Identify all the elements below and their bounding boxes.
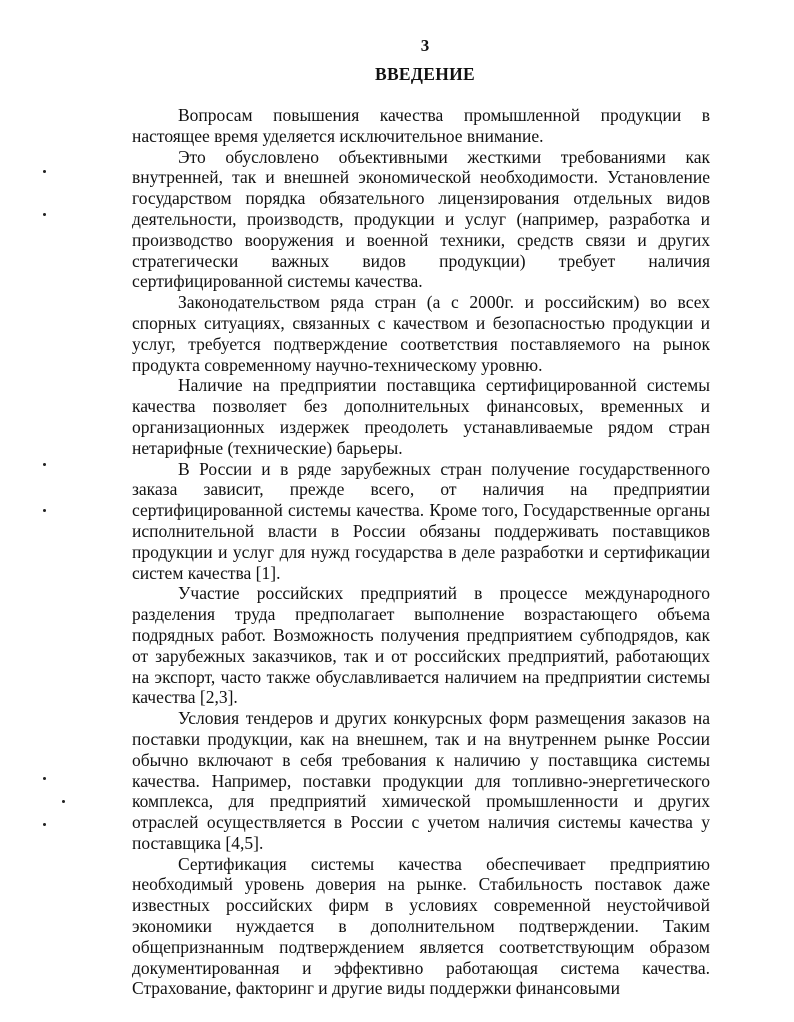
scan-artifact-dot	[43, 509, 46, 512]
paragraph-1: Вопросам повышения качества промышленной продукции в настоящее время уделяется исключительное внимание.	[132, 105, 710, 146]
scan-artifact-dot	[62, 800, 65, 803]
paragraph-3: Законодательством ряда стран (а с 2000г. и российским) во всех спорных ситуациях, связанных с качеством и безопасностью продукции и услуг, требуется подтверждение соответствия поставляемого на рынок продукта современному научно-техническому уровню.	[132, 292, 710, 375]
paragraph-2: Это обусловлено объективными жесткими требованиями как внутренней, так и внешней экономической необходимости. Установление государством порядка обязательного лицензирования отдельных видов деятельности, производств, продукции и услуг (например, разработка и производство вооружения и военной техники, средств связи и других стратегически важных видов продукции) требует наличия сертифицированной системы качества.	[132, 146, 710, 292]
scan-artifact-dot	[43, 823, 46, 826]
scan-artifact-dot	[43, 463, 46, 466]
scan-artifact-dot	[43, 170, 46, 173]
paragraph-5: В России и в ряде зарубежных стран получение государственного заказа зависит, прежде всего, от наличия на предприятии сертифицированной системы качества. Кроме того, Государственные органы исполнительной власти в России обязаны поддерживать поставщиков продукции и услуг для нужд государства в деле разработки и сертификации систем качества [1].	[132, 458, 710, 583]
body-text	[132, 105, 710, 999]
scan-artifact-dot	[43, 777, 46, 780]
paragraph-8: Сертификация системы качества обеспечивает предприятию необходимый уровень доверия на рынке. Стабильность поставок даже известных российских фирм в условиях современной неустойчивой экономики нуждается в дополнительном подтверждении. Таким общепризнанным подтверждением является соответствующим образом документированная и эффективно работающая система качества. Страхование, факторинг и другие виды поддержки финансовыми	[132, 853, 710, 999]
scan-artifact-dot	[43, 213, 46, 216]
paragraph-6: Участие российских предприятий в процессе международного разделения труда предполагает выполнение возрастающего объема подрядных работ. Возможность получения предприятием субподрядов, как от зарубежных заказчиков, так и от российских предприятий, работающих на экспорт, часто также обуславливается наличием на предприятии системы качества [2,3].	[132, 583, 710, 708]
page-number: 3	[420, 36, 430, 55]
paragraph-7: Условия тендеров и других конкурсных форм размещения заказов на поставки продукции, как на внешнем, так и на внутреннем рынке России обычно включают в себя требования к наличию у поставщика системы качества. Например, поставки продукции для топливно-энергетического комплекса, для предприятий химической промышленности и других отраслей осуществляется в России с учетом наличия системы качества у поставщика [4,5].	[132, 708, 710, 853]
page-title: ВВЕДЕНИЕ	[374, 64, 476, 84]
paragraph-4: Наличие на предприятии поставщика сертифицированной системы качества позволяет без дополнительных финансовых, временных и организационных издержек преодолеть устанавливаемые рядом стран нетарифные (технические) барьеры.	[132, 375, 710, 458]
